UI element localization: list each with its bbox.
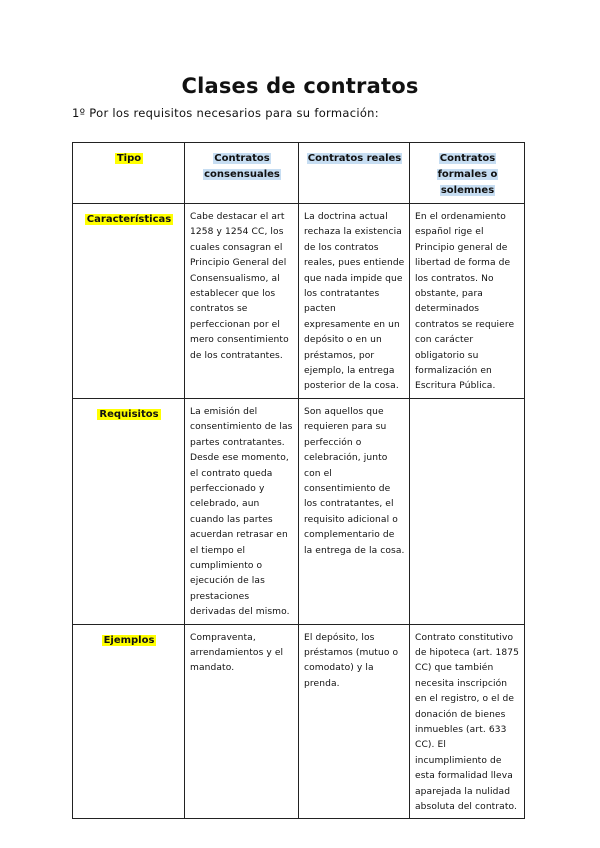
table-cell: [299, 624, 410, 819]
page-title: Clases de contratos: [181, 74, 419, 98]
row-label-cell: [73, 398, 185, 624]
cell-text: La doctrina actual rechaza la existencia de los contratos reales, pues entiende que nada impide que los contratantes pacten expresamente en un depósito o en un préstamos, por ejemplo, la entrega posterior de la cosa.: [304, 212, 405, 392]
table-row: [73, 398, 525, 624]
row-label-caracteristicas: Características: [86, 214, 172, 225]
row-label-requisitos: Requisitos: [99, 408, 159, 420]
header-cell-consensuales: [185, 143, 299, 204]
header-label-tipo: Tipo: [116, 153, 142, 164]
cell-text: En el ordenamiento español rige el Principio general de libertad de forma de los contratos. No obstante, para determinados contratos se requiere con carácter obligatorio su formalización en Escritura Pública.: [415, 212, 515, 392]
cell-text: Cabe destacar el art 1258 y 1254 CC, los cuales consagran el Principio General del Consensualismo, al establecer que los contratos se perfeccionan por el mero consentimiento de los contratantes.: [190, 212, 289, 361]
header-label-consensuales: Contratos consensuales: [204, 153, 280, 180]
table-cell: [410, 624, 525, 819]
header-cell-tipo: [73, 143, 185, 204]
contracts-table: [72, 142, 525, 819]
table-row: [73, 204, 525, 399]
row-label-cell: [73, 204, 185, 399]
header-label-formales: Contratos formales o solemnes: [437, 153, 498, 196]
cell-text: El depósito, los préstamos (mutuo o comodato) y la prenda.: [304, 632, 399, 689]
cell-text: Contrato constitutivo de hipoteca (art. 1875 CC) que también necesita inscripción en el registro, o el de donación de bienes inmuebles (art. 633 CC). El incumplimiento de esta formalidad lleva aparejada la nulidad absoluta del contrato.: [415, 632, 520, 813]
table-header-row: [73, 143, 525, 204]
table-cell: [299, 398, 410, 624]
table-cell: [185, 624, 299, 819]
table-cell: [410, 204, 525, 399]
table-cell: [410, 398, 525, 624]
cell-text: La emisión del consentimiento de las partes contratantes. Desde ese momento, el contrato queda perfeccionado y celebrado, aun cuando las partes acuerdan retrasar en el tiempo el cumplimiento o ejecución de las prestaciones derivadas del mismo.: [190, 406, 293, 618]
section-subtitle: 1º Por los requisitos necesarios para su formación:: [72, 106, 379, 120]
table-row: [73, 624, 525, 819]
table-cell: [185, 398, 299, 624]
row-label-cell: [73, 624, 185, 819]
header-cell-reales: [299, 143, 410, 204]
cell-text: Son aquellos que requieren para su perfección o celebración, junto con el consentimiento de los contratantes, el requisito adicional o complementario de la entrega de la cosa.: [304, 406, 405, 556]
table-cell: [185, 204, 299, 399]
header-cell-formales: [410, 143, 525, 204]
header-label-reales: Contratos reales: [307, 153, 402, 164]
row-label-ejemplos: Ejemplos: [103, 634, 155, 646]
table-cell: [299, 204, 410, 399]
cell-text: Compraventa, arrendamientos y el mandato.: [190, 632, 284, 674]
